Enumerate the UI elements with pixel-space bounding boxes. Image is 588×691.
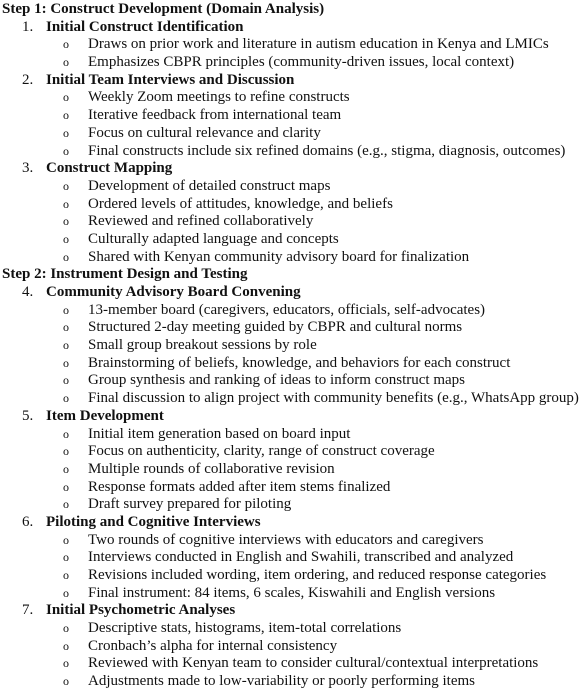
- list-item-text: Culturally adapted language and concepts: [88, 230, 339, 247]
- list-item: [2, 620, 588, 638]
- step-heading: Step 2: Instrument Design and Testing: [2, 266, 248, 283]
- list-item-text: Final instrument: 84 items, 6 scales, Kiswahili and English versions: [88, 584, 496, 601]
- list-item: [2, 302, 588, 320]
- list-item-text: Adjustments made to low-variability or poorly performing items: [88, 673, 476, 690]
- section-title: Initial Construct Identification: [46, 18, 244, 35]
- bullet-icon: o: [63, 550, 69, 565]
- section-number: 1.: [22, 18, 34, 35]
- bullet-icon: o: [63, 391, 69, 406]
- section-heading: [2, 408, 588, 426]
- bullet-icon: o: [63, 143, 69, 158]
- bullet-icon: o: [63, 178, 69, 193]
- list-item: [2, 390, 588, 408]
- list-item-text: Iterative feedback from international team: [88, 107, 342, 124]
- section-heading: [2, 19, 588, 37]
- list-item: [2, 567, 588, 585]
- list-item: [2, 655, 588, 673]
- list-item: [2, 372, 588, 390]
- list-item-text: Reviewed with Kenyan team to consider cultural/contextual interpretations: [88, 655, 539, 672]
- bullet-icon: o: [63, 338, 69, 353]
- bullet-icon: o: [63, 214, 69, 229]
- list-item: [2, 479, 588, 497]
- bullet-icon: o: [63, 55, 69, 70]
- list-item-text: Cronbach’s alpha for internal consistency: [88, 637, 338, 654]
- list-item-text: Interviews conducted in English and Swahili, transcribed and analyzed: [88, 549, 514, 566]
- list-item-text: Response formats added after item stems finalized: [88, 478, 391, 495]
- list-item: [2, 319, 588, 337]
- section-heading: [2, 514, 588, 532]
- bullet-icon: o: [63, 426, 69, 441]
- list-item: [2, 125, 588, 143]
- list-item: [2, 549, 588, 567]
- bullet-icon: o: [63, 90, 69, 105]
- section-title: Community Advisory Board Convening: [46, 284, 301, 300]
- section-number: 5.: [22, 407, 34, 424]
- list-item-text: Final constructs include six refined domains (e.g., stigma, diagnosis, outcomes): [88, 142, 566, 159]
- list-item-text: Multiple rounds of collaborative revision: [88, 460, 335, 477]
- bullet-icon: o: [63, 638, 69, 653]
- list-item: [2, 496, 588, 514]
- list-item: [2, 89, 588, 107]
- step-heading: Step 1: Construct Development (Domain Analysis): [2, 1, 325, 17]
- list-item: [2, 443, 588, 461]
- section-number: 2.: [22, 71, 34, 88]
- bullet-icon: o: [63, 461, 69, 476]
- section-number: 3.: [22, 160, 34, 177]
- section-title: Initial Psychometric Analyses: [46, 602, 236, 619]
- list-item: [2, 107, 588, 125]
- bullet-icon: o: [63, 37, 69, 52]
- bullet-icon: o: [63, 196, 69, 211]
- list-item: [2, 673, 588, 691]
- section-heading: [2, 160, 588, 178]
- list-item-text: Focus on authenticity, clarity, range of construct coverage: [88, 443, 435, 460]
- list-item-text: Final discussion to align project with community benefits (e.g., WhatsApp group): [88, 390, 579, 407]
- list-item: [2, 143, 588, 161]
- list-item-text: Development of detailed construct maps: [88, 177, 331, 194]
- section-number: 4.: [22, 284, 34, 300]
- list-item: [2, 36, 588, 54]
- list-item: [2, 532, 588, 550]
- section-title: Piloting and Cognitive Interviews: [46, 513, 261, 530]
- bullet-icon: o: [63, 568, 69, 582]
- list-item-text: Shared with Kenyan community advisory board for finalization: [88, 248, 470, 265]
- list-item-text: Two rounds of cognitive interviews with educators and caregivers: [88, 531, 484, 548]
- bullet-icon: o: [63, 444, 69, 459]
- bullet-icon: o: [63, 497, 69, 512]
- list-item-text: Ordered levels of attitudes, knowledge, and beliefs: [88, 195, 393, 212]
- list-item-text: Focus on cultural relevance and clarity: [88, 124, 321, 141]
- list-item-text: Draws on prior work and literature in autism education in Kenya and LMICs: [88, 36, 549, 53]
- bullet-icon: o: [63, 674, 69, 689]
- list-item-text: Reviewed and refined collaboratively: [88, 213, 314, 230]
- bullet-icon: o: [63, 373, 69, 388]
- section-heading: [2, 72, 588, 90]
- section-title: Item Development: [46, 407, 164, 424]
- section-number: 7.: [22, 602, 34, 619]
- section-heading: [2, 284, 588, 302]
- list-item-text: Descriptive stats, histograms, item-total correlations: [88, 620, 402, 637]
- bullet-icon: o: [63, 231, 69, 246]
- list-item-text: Emphasizes CBPR principles (community-driven issues, local context): [88, 54, 515, 71]
- bullet-icon: o: [63, 532, 69, 547]
- list-item: [2, 231, 588, 249]
- section-number: 6.: [22, 513, 34, 530]
- bullet-icon: o: [63, 479, 69, 494]
- bullet-icon: o: [63, 656, 69, 671]
- bullet-icon: o: [63, 320, 69, 335]
- list-item: [2, 54, 588, 72]
- bullet-icon: o: [63, 355, 69, 370]
- bullet-icon: o: [63, 585, 69, 600]
- bullet-icon: o: [63, 125, 69, 140]
- list-item-text: Brainstorming of beliefs, knowledge, and behaviors for each construct: [88, 354, 511, 371]
- section-title: Initial Team Interviews and Discussion: [46, 71, 295, 88]
- section-heading: [2, 602, 588, 620]
- list-item: [2, 638, 588, 656]
- list-item-text: 13-member board (caregivers, educators, officials, self-advocates): [88, 301, 486, 318]
- bullet-icon: o: [63, 249, 69, 264]
- list-item: [2, 355, 588, 373]
- bullet-icon: o: [63, 108, 69, 123]
- section-title: Construct Mapping: [46, 160, 173, 177]
- list-item: [2, 213, 588, 231]
- list-item-text: Structured 2-day meeting guided by CBPR and cultural norms: [88, 319, 463, 336]
- list-item-text: Initial item generation based on board input: [88, 425, 351, 442]
- list-item-text: Weekly Zoom meetings to refine constructs: [88, 89, 350, 106]
- list-item-text: Small group breakout sessions by role: [88, 337, 317, 354]
- bullet-icon: o: [63, 302, 69, 317]
- list-item: [2, 426, 588, 444]
- list-item: [2, 249, 588, 267]
- list-item-text: Draft survey prepared for piloting: [88, 496, 292, 513]
- list-item: [2, 461, 588, 479]
- list-item: [2, 196, 588, 214]
- list-item-text: Revisions included wording, item ordering, and reduced response categories: [88, 567, 547, 583]
- list-item: [2, 178, 588, 196]
- bullet-icon: o: [63, 621, 69, 636]
- list-item: [2, 585, 588, 603]
- list-item: [2, 337, 588, 355]
- list-item-text: Group synthesis and ranking of ideas to inform construct maps: [88, 372, 466, 389]
